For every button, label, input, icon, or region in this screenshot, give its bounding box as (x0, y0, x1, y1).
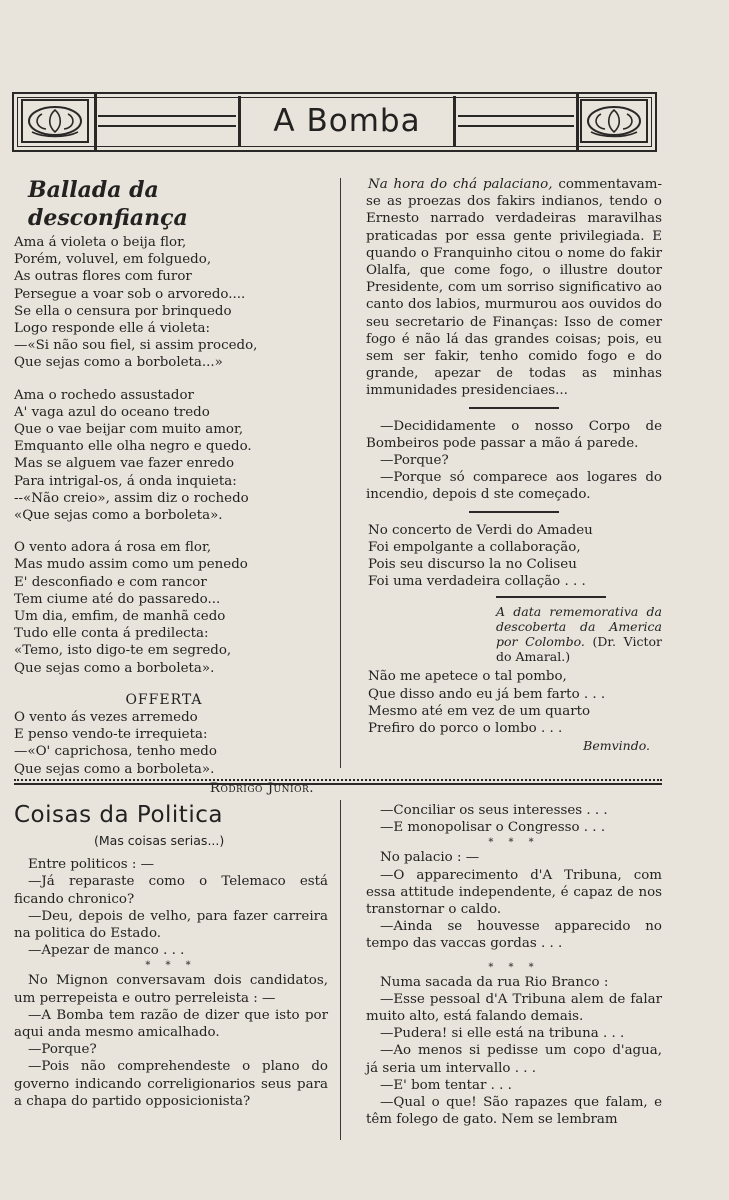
section-stars: * * * (488, 837, 540, 849)
poem-stanza (14, 234, 314, 372)
dialog-line: —Decididamente o nosso Corpo de Bombeiros pode passar a mão á parede. (366, 418, 662, 451)
poem-line: Emquanto elle olha negro e quedo. (14, 439, 252, 455)
politica-dialog-1 (14, 873, 328, 959)
cha-lead: Na hora do chá palaciano, (368, 177, 553, 192)
dialog-line: —E monopolisar o Congresso . . . (380, 820, 606, 836)
poem-line: O vento adora á rosa em flor, (14, 540, 212, 556)
mignon-text: No Mignon conversavam dois candidatos, um perrepeista e outro perreleista : — (14, 973, 328, 1006)
dialog-line: —Porque? (380, 453, 449, 469)
column-divider (340, 800, 341, 1140)
dialog-line: —Deu, depois de velho, para fazer carreira na politica do Estado. (14, 908, 328, 942)
dialog-line: —Esse pessoal d'A Tribuna alem de falar muito alto, está falando demais. (366, 991, 662, 1025)
dialog-line: —Porque só comparece aos logares do incendio, depois d ste começado. (366, 470, 662, 503)
section-stars: * * * (488, 961, 540, 973)
verse-line: Que disso ando eu já bem farto . . . (368, 686, 606, 702)
verse-line: Foi uma verdadeira collação . . . (368, 574, 586, 590)
verse-line: No concerto de Verdi do Amadeu (368, 522, 593, 538)
poem-line: Mas se alguem vae fazer enredo (14, 456, 235, 472)
ballada-column (14, 176, 314, 797)
poem-stanza (14, 539, 314, 677)
poem-line: Para intrigal-os, á onda inquieta: (14, 473, 237, 489)
section-rule (469, 511, 559, 513)
epigraph-attribution: (Dr. Victor do Amaral.) (496, 634, 662, 665)
poem-line: «Temo, isto digo-te em segredo, (14, 643, 232, 659)
politica-left-column (14, 800, 328, 1110)
politica-dialog-2 (14, 1007, 328, 1110)
pombo-verse (366, 668, 662, 737)
dialog-line: —Ao menos si pedisse um copo d'agua, já seria um intervallo . . . (366, 1043, 662, 1076)
poem-line: O vento ás vezes arremedo (14, 710, 198, 726)
mignon-paragraph (14, 972, 328, 1006)
dialog-line: —O apparecimento d'A Tribuna, com essa attitude independente, é capaz de nos transtornar o caldo. (366, 867, 662, 918)
palacio-intro: No palacio : — (380, 850, 480, 866)
verse-line: Não me apetece o tal pombo, (368, 669, 567, 685)
poem-line: E penso vendo-te irrequieta: (14, 727, 208, 743)
poem-line: Que sejas como a borboleta». (14, 660, 215, 676)
poem-stanza (14, 387, 314, 525)
verse-line: Pois seu discurso la no Coliseu (368, 557, 577, 573)
poem-line: Ama á violeta o beija flor, (14, 235, 187, 250)
epigraph-text: A data rememorativa da descoberta da America por Colombo. (496, 604, 662, 650)
poem-line: A' vaga azul do oceano tredo (14, 404, 210, 420)
poem-line: —«Si não sou fiel, si assim procedo, (14, 338, 258, 354)
section-stars: * * * (145, 960, 197, 972)
verse-line: Mesmo até em vez de um quarto (368, 703, 591, 719)
poem-line: Porém, voluvel, em folguedo, (14, 252, 212, 268)
horizontal-divider (14, 779, 662, 785)
poem-author: Rodrigo Junior. (209, 780, 314, 796)
dialog-line: —Pudera! si elle está na tribuna . . . (380, 1026, 625, 1042)
politica-subtitle: (Mas coisas serias...) (94, 833, 225, 848)
poem-line: Que sejas como a borboleta». (14, 761, 215, 777)
politica-title: Coisas da Politica (14, 802, 223, 828)
poem-line: Se ella o censura por brinquedo (14, 303, 232, 319)
poem-line: Que o vae beijar com muito amor, (14, 422, 244, 438)
masthead-title: A Bomba (273, 103, 421, 139)
poem-line: Tudo elle conta á predilecta: (14, 626, 209, 642)
bombeiros-dialog (366, 418, 662, 504)
poem-line: As outras flores com furor (14, 269, 192, 285)
dialog-line: —Apezar de manco . . . (28, 943, 185, 959)
verse-line: Foi empolgante a collaboração, (368, 539, 581, 555)
politica-right-dialog (366, 802, 662, 836)
poem-title: Ballada da desconfiança (28, 177, 188, 231)
dialog-line: —Já reparaste como o Telemaco está ficando chronico? (14, 874, 328, 907)
offerta-lines (14, 709, 314, 778)
dialog-line: —A Bomba tem razão de dizer que isto por aqui anda mesmo amicalhado. (14, 1007, 328, 1041)
sacada-dialog (366, 991, 662, 1129)
poem-line: Logo responde elle á violeta: (14, 321, 210, 337)
poem-line: «Que sejas como a borboleta». (14, 508, 223, 524)
poem-line: Um dia, emfim, de manhã cedo (14, 609, 226, 625)
masthead-banner (12, 92, 657, 152)
poem-line: Tem ciume até do passaredo... (14, 591, 221, 607)
politica-intro: Entre politicos : — (28, 857, 155, 873)
poem-line: Persegue a voar sob o arvoredo.... (14, 286, 246, 302)
dialog-line: —Qual o que! São rapazes que falam, e têm folego de gato. Nem se lembram (366, 1095, 662, 1128)
poem-line: Mas mudo assim como um penedo (14, 557, 248, 573)
cha-paragraph (366, 176, 662, 400)
pombo-signature: Bemvindo. (583, 738, 650, 754)
column-divider (340, 178, 341, 768)
dialog-line: —Pois não comprehendeste o plano do governo indicando correligionarios seus para a chapa do partido opposicionista? (14, 1059, 328, 1109)
politica-right-column (366, 802, 662, 1128)
lotus-ornament-icon (20, 98, 90, 144)
notes-column (366, 176, 662, 754)
poem-line: Ama o rochedo assustador (14, 387, 194, 403)
poem-stanzas (14, 234, 314, 677)
masthead-title-box (238, 96, 456, 146)
verse-line: Prefiro do porco o lombo . . . (368, 721, 563, 737)
palacio-dialog (366, 867, 662, 953)
poem-line: Que sejas como a borboleta...» (14, 355, 223, 371)
dialog-line: —Ainda se houvesse apparecido no tempo das vaccas gordas . . . (366, 919, 662, 952)
pombo-epigraph (496, 604, 662, 664)
dialog-line: —E' bom tentar . . . (380, 1077, 512, 1093)
lotus-ornament-icon (579, 98, 649, 144)
offerta-heading: OFFERTA (125, 691, 203, 708)
cha-text: commentavam-se as proezas dos fakirs indianos, tendo o Ernesto narrado verdadeiras maravilhas praticadas por essa gente privilegiada. E quando o Franquinho citou o nome do fakir Olalfa, que come fogo, o illustre doutor Presidente, com um sorriso significativo ao canto dos labios, murmurou aos ouvidos do seu secretario de Finanças: Isso de comer fogo é não lá das grandes coisas; pois, eu sem ser fakir, tenho comido fogo e do grande, apezar de todas as minhas immunidades presidenciaes... (366, 177, 662, 399)
sacada-intro: Numa sacada da rua Rio Branco : (380, 974, 609, 990)
section-rule (469, 407, 559, 409)
poem-line: —«O' caprichosa, tenho medo (14, 744, 217, 760)
verdi-verse (366, 522, 662, 591)
dialog-line: —Conciliar os seus interesses . . . (380, 803, 608, 818)
poem-line: E' desconfiado e com rancor (14, 574, 207, 590)
poem-line: --«Não creio», assim diz o rochedo (14, 490, 249, 506)
dialog-line: —Porque? (28, 1042, 97, 1058)
section-rule (496, 596, 606, 598)
